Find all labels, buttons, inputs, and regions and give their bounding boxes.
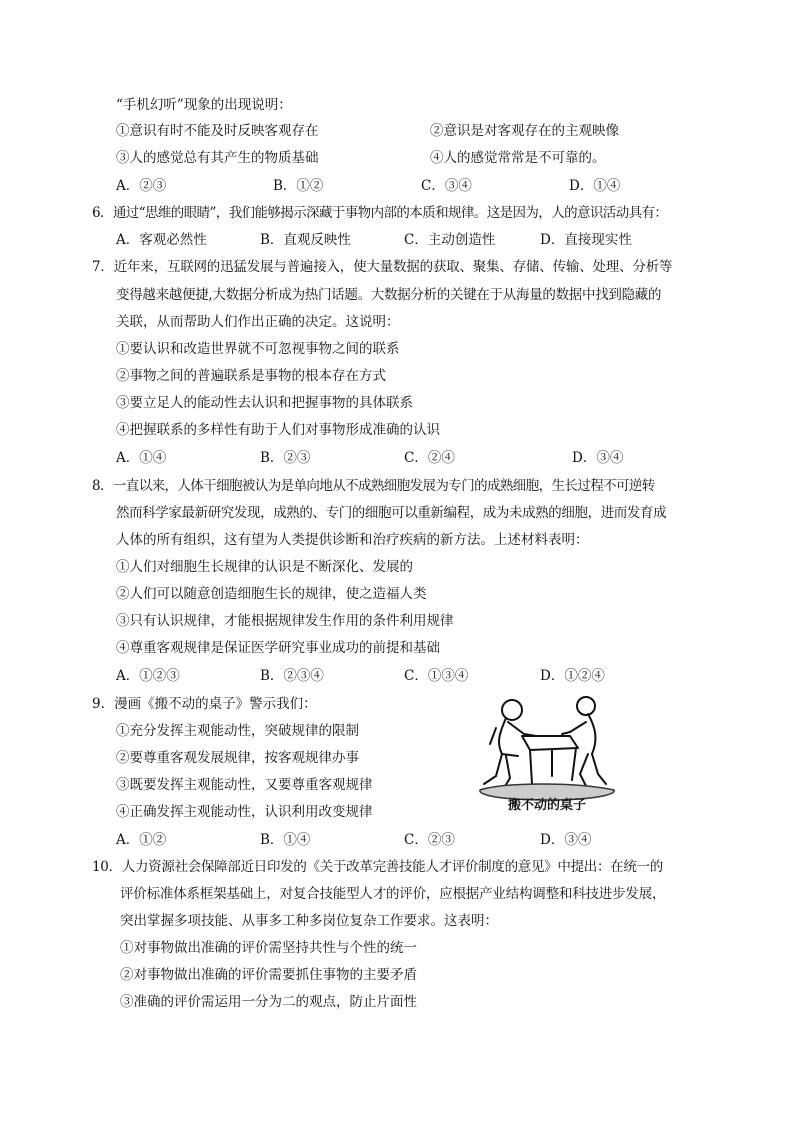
q8-option-d: D．①②④	[540, 668, 605, 684]
q5-statement-4: ④人的感觉常常是不可靠的。	[430, 150, 606, 166]
q5-option-b: B．①②	[273, 178, 324, 194]
q7-option-a: A．①④	[116, 450, 167, 466]
q9-statement-4: ④正确发挥主观能动性，认识利用改变规律	[116, 804, 373, 820]
q5-statement-3: ③人的感觉总有其产生的物质基础	[116, 150, 319, 166]
q9-option-c: C．②③	[404, 832, 455, 848]
cartoon-caption: 搬不动的桌子	[507, 798, 586, 813]
q10-stem-line-2: 评价标准体系框架基础上，对复合技能型人才的评价，应根据产业结构调整和科技进步发展，	[120, 886, 666, 902]
q5-option-c: C．③④	[421, 178, 472, 194]
q8-stem-line-1: 8．一直以来，人体干细胞被认为是单向地从不成熟细胞发展为专门的成熟细胞，生长过程不可逆转	[92, 478, 655, 494]
q7-statement-1: ①要认识和改造世界就不可忽视事物之间的联系	[116, 341, 400, 357]
q6-stem: 6．通过“思维的眼睛”，我们能够揭示深藏于事物内部的本质和规律。这是因为，人的意识活动具有：	[92, 205, 668, 221]
q5-statement-1: ①意识有时不能及时反映客观存在	[116, 123, 319, 139]
q7-stem-line-1: 7．近年来，互联网的迅猛发展与普遍接入，使大量数据的获取、聚集、存储、传输、处理、分析等	[92, 259, 673, 275]
q7-option-b: B．②③	[260, 450, 311, 466]
q8-option-c: C．①③④	[404, 668, 469, 684]
q8-option-a: A．①②③	[116, 668, 180, 684]
q9-statement-2: ②要尊重客观发展规律，按客观规律办事	[116, 750, 359, 766]
q9-statement-3: ③既要发挥主观能动性，又要尊重客观规律	[116, 777, 373, 793]
q7-option-d: D．③④	[572, 450, 624, 466]
q10-statement-2: ②对事物做出准确的评价需要抓住事物的主要矛盾	[120, 967, 417, 983]
q8-statement-4: ④尊重客观规律是保证医学研究事业成功的前提和基础	[116, 640, 440, 656]
q7-stem-line-3: 关联，从而帮助人们作出正确的决定。这说明：	[116, 314, 400, 330]
q5-option-a: A．②③	[116, 178, 167, 194]
q6-option-b: B．直观反映性	[260, 232, 351, 248]
q5-stem-tail: “手机幻听”现象的出现说明：	[116, 97, 292, 113]
q9-statement-1: ①充分发挥主观能动性，突破规律的限制	[116, 723, 359, 739]
q5-option-d: D．①④	[569, 178, 621, 194]
q9-option-a: A．①②	[116, 832, 167, 848]
q6-option-c: C．主动创造性	[404, 232, 496, 248]
q8-statement-1: ①人们对细胞生长规律的认识是不断深化、发展的	[116, 559, 413, 575]
q9-option-b: B．①④	[260, 832, 311, 848]
q8-option-b: B．②③④	[260, 668, 324, 684]
table-cartoon-image	[466, 692, 628, 822]
q6-option-d: D．直接现实性	[540, 232, 632, 248]
q10-stem-line-3: 突出掌握多项技能、从事多工种多岗位复杂工作要求。这表明：	[120, 913, 498, 929]
q10-statement-3: ③准确的评价需运用一分为二的观点，防止片面性	[120, 994, 417, 1010]
q8-stem-line-2: 然而科学家最新研究发现，成熟的、专门的细胞可以重新编程，成为未成熟的细胞，进而发育成	[116, 505, 667, 521]
q9-option-d: D．③④	[540, 832, 592, 848]
q8-statement-2: ②人们可以随意创造细胞生长的规律，使之造福人类	[116, 586, 427, 602]
q7-option-c: C．②④	[404, 450, 455, 466]
q8-statement-3: ③只有认识规律，才能根据规律发生作用的条件利用规律	[116, 613, 454, 629]
q10-statement-1: ①对事物做出准确的评价需坚持共性与个性的统一	[120, 940, 417, 956]
q9-stem: 9．漫画《搬不动的桌子》警示我们：	[92, 696, 317, 712]
q7-statement-4: ④把握联系的多样性有助于人们对事物形成准确的认识	[116, 422, 440, 438]
q10-stem-line-1: 10．人力资源社会保障部近日印发的《关于改革完善技能人才评价制度的意见》中提出：在统一的	[92, 859, 663, 875]
q7-stem-line-2: 变得越来越便捷,大数据分析成为热门话题。大数据分析的关键在于从海量的数据中找到隐藏的	[116, 287, 662, 303]
q8-stem-line-3: 人体的所有组织，这有望为人类提供诊断和治疗疾病的新方法。上述材料表明：	[116, 532, 589, 548]
q5-statement-2: ②意识是对客观存在的主观映像	[430, 123, 619, 139]
q7-statement-2: ②事物之间的普遍联系是事物的根本存在方式	[116, 368, 386, 384]
q7-statement-3: ③要立足人的能动性去认识和把握事物的具体联系	[116, 395, 413, 411]
q6-option-a: A．客观必然性	[116, 232, 207, 248]
